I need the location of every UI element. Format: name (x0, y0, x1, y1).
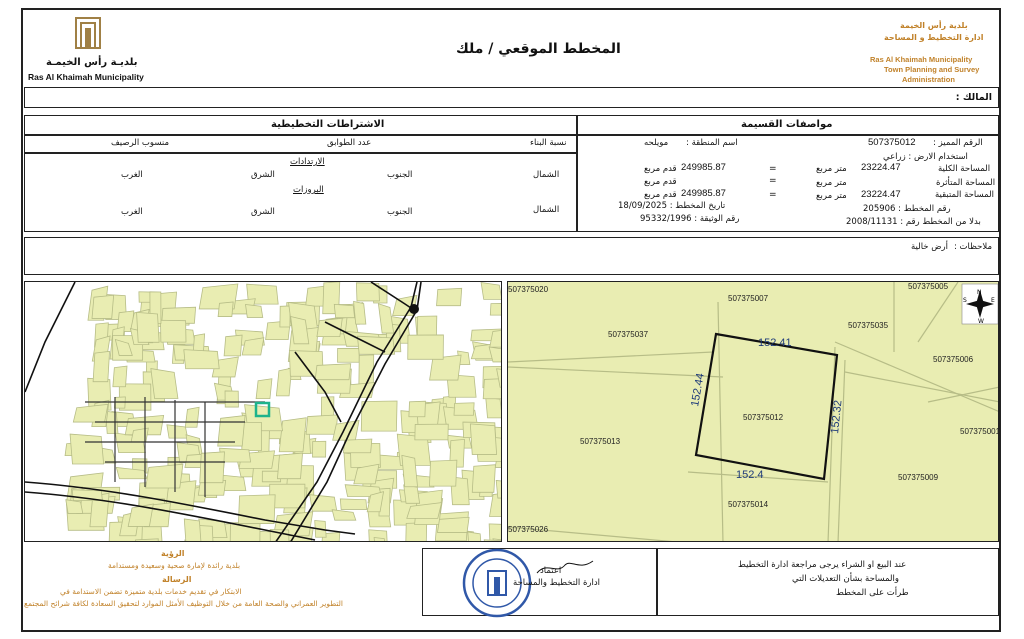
affected-area-eq: = (769, 176, 777, 186)
page-title: المخطط الموقعي / ملك (456, 41, 621, 57)
dim-right: 152.32 (829, 399, 845, 435)
parcel-label-507375026: 507375026 (508, 525, 549, 534)
logo-left-arabic: بلديـة رأس الخيمـة (46, 57, 138, 68)
remaining-area-sqm: 23224.47 (861, 189, 901, 200)
setbacks-label: الارتدادات (290, 157, 325, 167)
projection-north: الشمال (533, 205, 560, 215)
notes-label: ملاحظات : (953, 242, 992, 252)
parcel-label-507375009: 507375009 (898, 473, 939, 482)
remaining-area-eq: = (769, 190, 777, 200)
plan-no: رقم المخطط : 205906 (863, 204, 951, 214)
notice-line-1: عند البيع او الشراء يرجى مراجعة ادارة التخطيط (738, 560, 907, 570)
replaces-plan: بدلا من المخطط رقم : 2008/11131 (846, 217, 981, 227)
north-arrow-icon (962, 284, 998, 325)
remaining-area-sqft-unit: قدم مربع (644, 190, 677, 200)
parcel-label-507375001: 507375001 (960, 427, 1000, 436)
notice-line-2: والمساحة بشأن التعديلات التي (792, 574, 899, 584)
logo-left-english: Ras Al Khaimah Municipality (28, 72, 144, 82)
logo-right-english-1: Ras Al Khaimah Municipality (870, 55, 973, 64)
overview-map[interactable] (24, 281, 502, 542)
logo-right-arabic-1: بلدية رأس الخيمة (900, 21, 968, 30)
doc-no: رقم الوثيقة : 95332/1996 (640, 214, 740, 224)
parcel-label-507375035: 507375035 (848, 321, 889, 330)
overview-map-drawing (25, 282, 502, 542)
area-name-value: مويلحه (644, 138, 669, 148)
mission-title: الرسالة (162, 575, 192, 584)
total-area-eq: = (769, 164, 777, 174)
specs-title: مواصفات القسيمة (741, 119, 833, 130)
affected-area-sqft-unit: قدم مربع (644, 177, 677, 187)
notice-box (657, 548, 999, 616)
conditions-title: الاشتراطات التخطيطية (271, 119, 385, 130)
logo-right-arabic-2: ادارة التخطيط و المساحة (884, 33, 984, 42)
building-ratio-label: نسبة البناء (530, 138, 567, 148)
dim-left: 152.44 (689, 372, 707, 408)
total-area-label: المساحة الكلية (938, 164, 991, 174)
logo-right-english-2: Town Planning and Survey (884, 65, 980, 74)
svg-text:E: E (991, 297, 995, 304)
notes-value: أرض خالية (910, 242, 948, 252)
logo-right (856, 22, 996, 84)
parcel-label-507375013: 507375013 (580, 437, 621, 446)
affected-area-label: المساحة المتأثرة (936, 178, 996, 188)
detail-map[interactable] (507, 281, 999, 542)
setback-east: الشرق (251, 170, 275, 180)
vision-text: بلدية رائدة لإمارة صحية وسعيدة ومستدامة (108, 561, 241, 570)
signature-icon (535, 555, 595, 579)
land-use: استخدام الارض : زراعي (883, 152, 968, 162)
plan-date: تاريخ المخطط : 18/09/2025 (618, 201, 726, 211)
mission-line-1: الابتكار في تقديم خدمات بلدية متميزة تضمن الاستدامة في (60, 587, 242, 596)
affected-area-sqm-unit: متر مربع (816, 178, 847, 188)
projection-west: الغرب (121, 207, 143, 217)
floors-label: عدد الطوابق (327, 138, 372, 148)
setback-south: الجنوب (387, 170, 413, 180)
vision-mission-box (24, 548, 422, 616)
area-name-label: اسم المنطقة : (686, 138, 738, 148)
parcel-label-507375037: 507375037 (608, 330, 649, 339)
svg-text:N: N (977, 289, 982, 296)
projection-east: الشرق (251, 207, 275, 217)
owner-label: المالك : (955, 92, 992, 103)
notes-row (24, 237, 999, 275)
svg-text:S: S (963, 297, 967, 304)
sidewalk-level-label: منسوب الرصيف (111, 138, 170, 148)
approval-dept: ادارة التخطيط والمساحة (513, 578, 601, 588)
detail-map-drawing (508, 282, 999, 542)
projection-south: الجنوب (387, 207, 413, 217)
approval-label: اعتماد (540, 566, 562, 576)
projections-label: البروزات (293, 185, 324, 195)
svg-text:W: W (978, 318, 984, 325)
remaining-area-sqm-unit: متر مربع (816, 191, 847, 201)
municipality-logo-icon (73, 16, 103, 50)
parcel-label-507375006: 507375006 (933, 355, 974, 364)
total-area-sqm: 23224.47 (861, 162, 901, 173)
owner-row (24, 87, 999, 108)
unique-no-value: 507375012 (868, 137, 916, 148)
logo-left (28, 16, 153, 86)
total-area-sqft: 249985.87 (681, 162, 726, 173)
parcel-label-507375012: 507375012 (743, 413, 784, 422)
unique-no-label: الرقم المميز : (933, 138, 983, 148)
approval-box (422, 548, 657, 616)
total-area-sqm-unit: متر مربع (816, 164, 847, 174)
setback-north: الشمال (533, 170, 560, 180)
mission-line-2: التطوير العمراني والصحة العامة من خلال التوظيف الأمثل الموارد لتحقيق السعادة لكافة شرائح المجتمع (24, 599, 343, 608)
notice-line-3: طرأت على المخطط (836, 588, 909, 598)
dim-bottom: 152.4 (736, 469, 764, 481)
setback-west: الغرب (121, 170, 143, 180)
vision-title: الرؤية (161, 549, 185, 558)
dim-top: 152.41 (758, 337, 792, 349)
parcel-label-507375007: 507375007 (728, 294, 769, 303)
remaining-area-label: المساحة المتبقية (935, 190, 994, 200)
parcel-label-507375020: 507375020 (508, 285, 549, 294)
logo-right-english-3: Administration (902, 75, 955, 84)
total-area-sqft-unit: قدم مربع (644, 164, 677, 174)
parcel-label-507375005: 507375005 (908, 282, 949, 291)
remaining-area-sqft: 249985.87 (681, 188, 726, 199)
parcel-label-507375014: 507375014 (728, 500, 769, 509)
parcel-specs-panel (577, 115, 999, 232)
planning-conditions-panel (24, 115, 577, 232)
